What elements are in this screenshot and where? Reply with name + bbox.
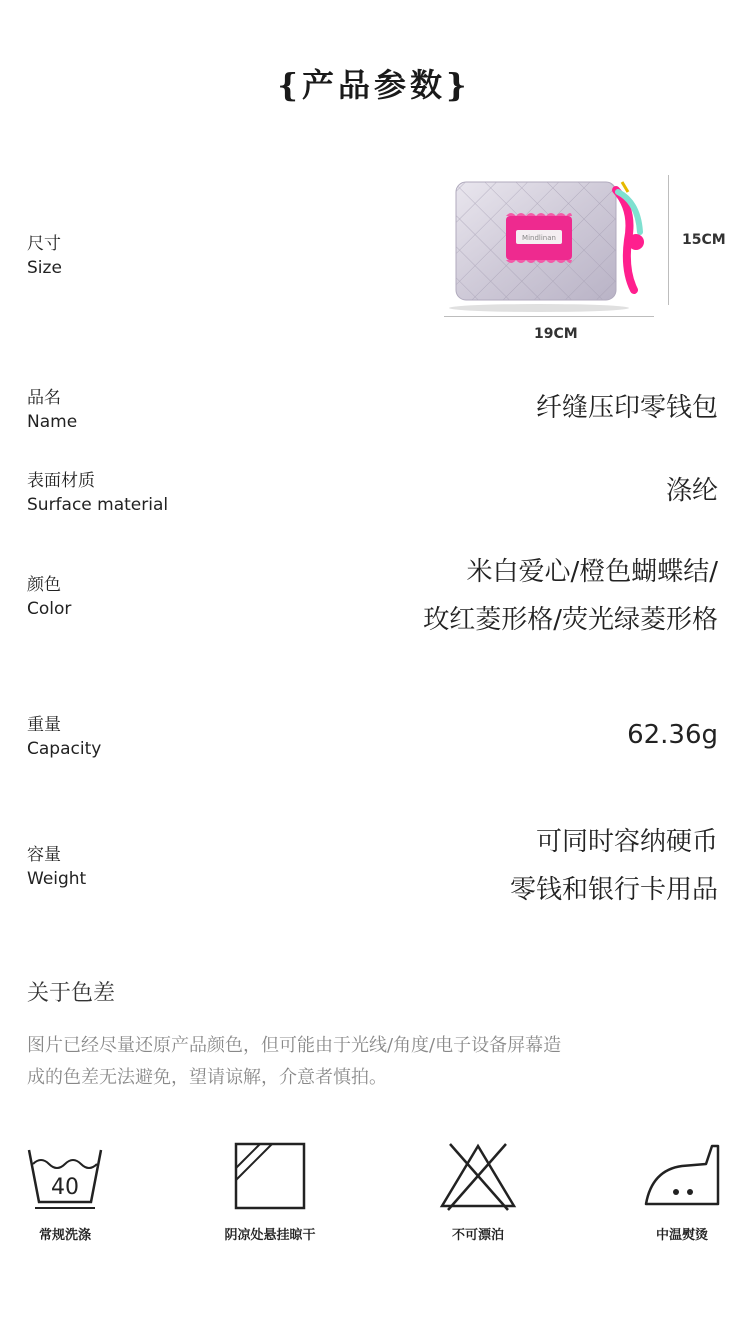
weight-value — [510, 818, 718, 914]
weight-label-en: Weight — [27, 869, 87, 889]
care-wash — [5, 1140, 125, 1243]
name-label-cn: 品名 — [27, 388, 61, 408]
capacity-label — [27, 713, 101, 761]
about-text — [27, 1030, 687, 1094]
about-text-line-2: 成的色差无法避免，望请谅解，介意者慎拍。 — [27, 1067, 387, 1088]
height-label: 15CM — [682, 232, 726, 248]
capacity-value — [627, 711, 718, 759]
height-dimension-line — [668, 175, 669, 305]
care-dry — [210, 1140, 330, 1243]
care-dry-label: 阴凉处悬挂晾干 — [224, 1228, 316, 1243]
material-label — [27, 469, 168, 517]
size-label-en: Size — [27, 258, 62, 278]
badge-text: Mindlinan — [522, 234, 556, 242]
iron-medium-icon — [642, 1140, 722, 1212]
material-label-cn: 表面材质 — [27, 471, 95, 491]
name-label-en: Name — [27, 412, 78, 432]
color-value-line-2: 玫红菱形格/荧光绿菱形格 — [423, 605, 718, 635]
color-value-line-1: 米白爱心/橙色蝴蝶结/ — [466, 557, 718, 587]
no-bleach-icon — [438, 1140, 518, 1212]
wash-temperature: 40 — [51, 1175, 79, 1200]
weight-value-line-2: 零钱和银行卡用品 — [509, 875, 718, 905]
color-label-cn: 颜色 — [27, 575, 61, 595]
size-label-cn: 尺寸 — [27, 234, 61, 254]
capacity-label-en: Capacity — [27, 739, 102, 759]
material-label-en: Surface material — [27, 495, 169, 515]
size-label — [27, 232, 62, 280]
about-text-line-1: 图片已经尽量还原产品颜色，但可能由于光线/角度/电子设备屏幕造 — [27, 1035, 562, 1056]
color-label — [27, 573, 71, 621]
wash-40-icon — [25, 1140, 105, 1212]
care-bleach — [418, 1140, 538, 1243]
color-label-en: Color — [27, 599, 72, 619]
weight-label — [27, 843, 86, 891]
width-dimension-line — [444, 316, 654, 317]
capacity-label-cn: 重量 — [27, 715, 61, 735]
name-value — [536, 384, 718, 432]
page-title: {产品参数} — [277, 66, 471, 104]
care-iron-label: 中温熨烫 — [655, 1228, 708, 1243]
name-label — [27, 386, 77, 434]
capacity-value-line: 62.36g — [627, 720, 718, 750]
width-label: 19CM — [534, 326, 578, 342]
care-wash-label: 常规洗涤 — [38, 1228, 91, 1243]
material-value — [666, 467, 718, 515]
material-value-line: 涤纶 — [665, 476, 718, 506]
product-image — [444, 172, 664, 322]
color-value — [423, 548, 718, 644]
about-title: 关于色差 — [27, 981, 116, 1006]
care-iron — [622, 1140, 742, 1243]
care-bleach-label: 不可漂泊 — [451, 1228, 504, 1243]
shade-dry-icon — [230, 1140, 310, 1212]
weight-label-cn: 容量 — [27, 845, 61, 865]
weight-value-line-1: 可同时容纳硬币 — [535, 827, 718, 857]
name-value-line: 纤缝压印零钱包 — [535, 393, 718, 423]
